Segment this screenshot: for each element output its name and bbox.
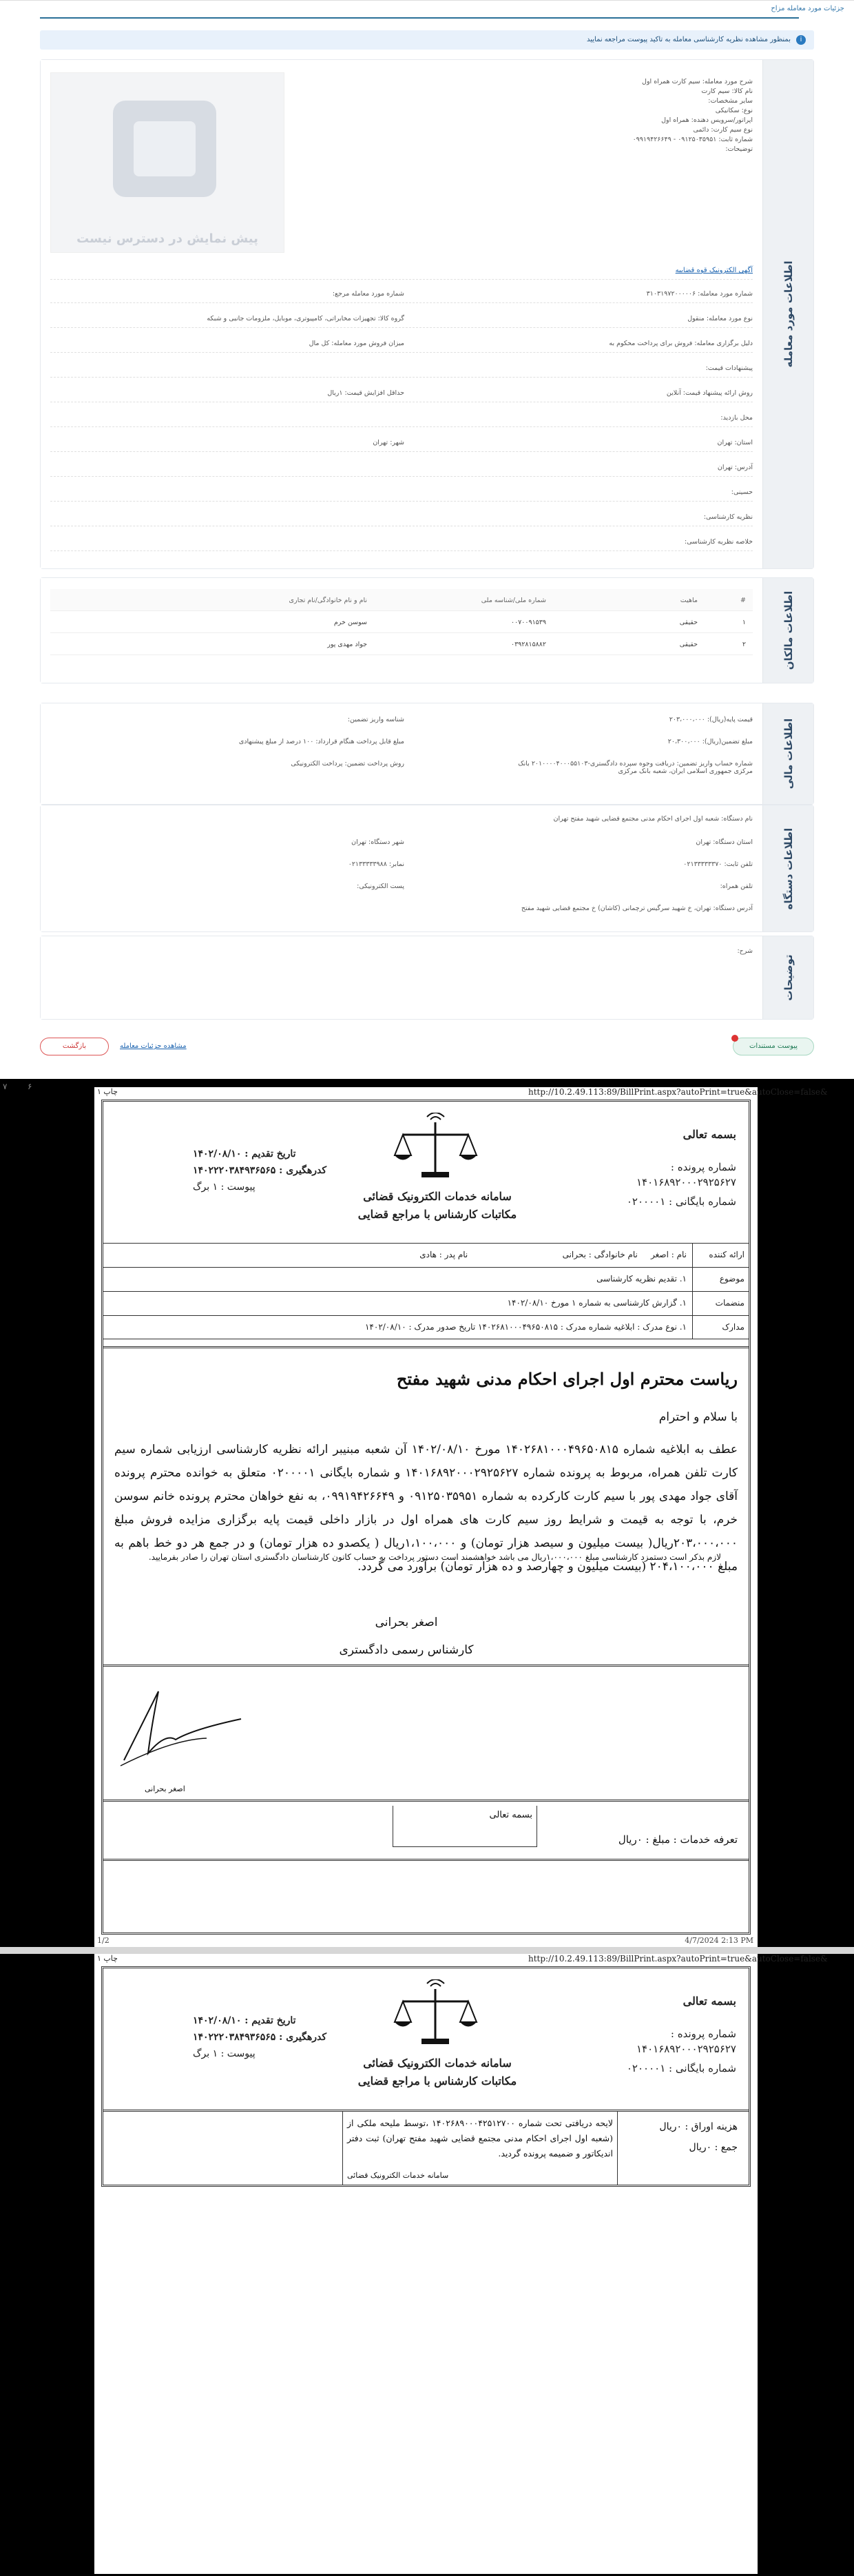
no-preview-caption: پیش نمایش در دسترس نیست — [76, 231, 258, 246]
fee-stamp-box — [393, 1806, 537, 1847]
notes-side-label: توضیحات — [782, 954, 795, 1001]
table-row — [50, 633, 753, 655]
guarantee-deposit-id: شناسه واریز تضمین: — [347, 716, 404, 723]
receipt-stamp — [342, 2112, 618, 2185]
owners-side-label: اطلاعات مالکان — [782, 590, 795, 670]
letter-fee-note: لازم بذکر است دستمزد کارشناسی مبلغ ۱،۰۰۰،۰۰۰ریال می باشد خواهشمند است دستور پرداخت به حساب کانون کارشناسان دادگستری استان تهران را صادر بفرمایید. — [148, 1552, 721, 1562]
documents-value: ۱. نوع مدرک : ابلاغیه شماره مدرک : ۱۴۰۲۶۸۱۰۰۰۴۹۶۵۰۸۱۵ تاریخ صدور مدرک : ۱۴۰۲/۰۸/۱۰ — [364, 1322, 687, 1332]
top-bar — [0, 0, 854, 15]
justice-scale-icon — [393, 1979, 479, 2048]
owners-section — [40, 577, 814, 683]
owners-side — [762, 578, 813, 683]
deal-detail-right: حسینی: — [731, 488, 753, 496]
deal-detail-right: شماره مورد معامله: ۳۱۰۳۱۹۷۲۰۰۰۰۰۶ — [646, 290, 753, 298]
divider — [50, 501, 753, 502]
signature-caption: اصغر بحرانی — [145, 1784, 185, 1793]
submitter-value: نام : اصغر نام خانوادگی : بحرانی نام پدر : هادی — [419, 1250, 687, 1259]
agency-address: آدرس دستگاه: تهران، خ شهید سرگیس ترچمانی (کاشان) خ مجتمع قضایی شهید مفتح — [521, 905, 753, 912]
annexes-value: ۱. گزارش کارشناسی به شماره ۱ مورخ ۱۴۰۲/۰۸/۱۰ — [507, 1298, 687, 1308]
deal-top-detail: اپراتور/سرویس دهنده: همراه اول — [661, 116, 753, 124]
agency-mobile: تلفن همراه: — [720, 883, 753, 890]
side-marker: ۷ — [3, 1082, 8, 1091]
deal-top-detail: توضیحات: — [725, 145, 753, 153]
case-number-label: شماره پرونده : — [670, 2028, 736, 2040]
annexes-row — [103, 1291, 749, 1315]
deal-detail-left: حداقل افزایش قیمت: ۱ریال — [327, 389, 404, 397]
documents-label: مدارک — [692, 1316, 749, 1339]
print-frame — [101, 1100, 751, 1935]
letter-main-text: عطف به ابلاغیه شماره ۱۴۰۲۶۸۱۰۰۰۴۹۶۵۰۸۱۵ مورخ ۱۴۰۲/۰۸/۱۰ آن شعبه مبنیبر ارائه نظریه کارشناسی ارزیابی شماره سیم کارت تلفن همراه، مربوط به پرونده شماره ۱۴۰۱۶۸۹۲۰۰۰۲۹۲۵۶۲۷ و شماره بایگانی ۰۲۰۰۰۰۱ متعلق به خوانده محترم پرونده آقای جواد مهدی پور با سیم کارت کارکرده به شماره ۰۹۱۲۵۰۳۵۹۵۱ و ۰۹۹۱۹۴۲۶۶۴۹، به نفع خواهان محترم پرونده خانم سوسن خرم، با توجه به قیمت و شرایط روز سیم کارت های همراه اول در بازار داخلی قیمت پایه برگزاری مزایده فروش مبلغ ۲۰۳،۰۰۰،۰۰۰ریال( بیست میلیون و سیصد هزار تومان) و ۱،۱۰۰،۰۰۰ریال ( یکصدو ده هزار تومان) و در جمع هر دو خط باهم به مبلغ ۲۰۴،۱۰۰،۰۰۰ (بیست میلیون و چهارصد و ده هزار تومان) برآورد می گردد. — [114, 1443, 738, 1574]
row-type: حقیقی — [679, 619, 698, 626]
notes-body — [41, 936, 762, 1019]
col-national-id: شماره ملی/شناسه ملی — [481, 597, 546, 604]
finance-side — [762, 703, 813, 804]
contract-payable: مبلغ قابل پرداخت هنگام قرارداد: ۱۰۰ درصد از مبلغ پیشنهادی — [238, 738, 404, 745]
deal-detail-right: استان: تهران — [717, 439, 753, 446]
table-row — [50, 611, 753, 633]
signer-name: اصغر بحرانی — [375, 1616, 438, 1629]
receipt-box — [103, 2110, 749, 2185]
deal-detail-right: دلیل برگزاری معامله: فروش برای پرداخت محکوم به — [609, 340, 753, 347]
org-name-2: مکاتبات کارشناس با مراجع قضایی — [357, 1208, 517, 1221]
deal-info-side-label: اطلاعات مورد معامله — [782, 260, 795, 368]
deal-info-section — [40, 59, 814, 569]
deal-info-body — [41, 60, 762, 568]
deal-top-detail: سایر مشخصات: — [708, 97, 753, 105]
annexes-label: منضمات — [692, 1292, 749, 1315]
judiciary-logo-icon — [113, 101, 216, 197]
agency-email: پست الکترونیکی: — [357, 883, 404, 890]
paper-cost: هزینه اوراق : ۰ریال — [659, 2121, 738, 2132]
row-national-id: ۰۰۷۰۰۹۱۵۳۹ — [510, 619, 546, 626]
owners-table — [50, 589, 753, 655]
agency-side — [762, 805, 813, 931]
row-type: حقیقی — [679, 641, 698, 648]
image-preview — [50, 72, 284, 253]
agency-section — [40, 805, 814, 932]
row-name: جواد مهدی پور — [327, 641, 367, 648]
row-national-id: ۰۳۹۲۸۱۵۸۸۲ — [510, 641, 546, 648]
print-preview — [0, 1079, 854, 2576]
org-name-2: مکاتبات کارشناس با مراجع قضایی — [357, 2074, 517, 2088]
total-cost: جمع : ۰ریال — [689, 2142, 738, 2153]
notes-side — [762, 936, 813, 1019]
info-alert — [40, 30, 814, 50]
documents-row — [103, 1315, 749, 1339]
print-label: چاپ ۱ — [97, 1087, 118, 1096]
agency-phone: تلفن ثابت: ۰۲۱۳۳۳۳۳۳۷۰ — [683, 861, 753, 868]
divider — [50, 377, 753, 378]
bismillah-small: بسمه تعالی — [489, 1810, 532, 1820]
bismillah: بسمه تعالی — [683, 1128, 736, 1141]
letter-header — [103, 1968, 749, 2110]
subject-row — [103, 1267, 749, 1291]
deal-detail-right: خلاصه نظریه کارشناسی: — [685, 538, 753, 546]
divider — [50, 550, 753, 551]
case-number: ۱۴۰۱۶۸۹۲۰۰۰۲۹۲۵۶۲۷ — [636, 2043, 736, 2055]
print-page-1 — [94, 1087, 828, 1947]
fee-label: تعرفه خدمات : مبلغ : ۰ریال — [618, 1833, 738, 1846]
back-button[interactable]: بازگشت — [40, 1038, 109, 1055]
side-marker: ۶ — [28, 1082, 32, 1091]
signature-image — [110, 1678, 248, 1781]
agency-fax: نمابر: ۰۲۱۳۳۳۳۳۹۸۸ — [348, 861, 404, 868]
tracking-code: کدرهگیری : ۱۴۰۲۲۲۰۳۸۴۹۳۶۵۶۵ — [193, 1165, 327, 1176]
deal-top-detail: شماره ثابت: ۰۹۱۲۵۰۳۵۹۵۱ - ۰۹۹۱۹۴۲۶۶۴۹ — [632, 136, 753, 143]
web-page — [0, 0, 854, 1079]
print-frame — [101, 1966, 751, 2187]
deal-top-detail: شرح مورد معامله: سیم کارت همراه اول — [642, 78, 753, 85]
archive-number: شماره بایگانی : ۰۲۰۰۰۰۱ — [626, 1195, 736, 1208]
print-timestamp: 4/7/2024 2:13 PM — [685, 1936, 753, 1945]
agency-side-label: اطلاعات دستگاه — [782, 827, 795, 909]
divider — [50, 451, 753, 452]
deal-details-link[interactable]: مشاهده جزئیات معامله — [120, 1042, 187, 1050]
divider — [50, 426, 753, 427]
info-icon: i — [796, 35, 806, 45]
attachments-button[interactable]: پیوست مستندات — [733, 1038, 814, 1055]
col-type: ماهیت — [680, 597, 698, 604]
deal-detail-right: نوع مورد معامله: منقول — [687, 315, 753, 322]
title-underline — [40, 17, 799, 19]
deal-detail-left: میزان فروش مورد معامله: کل مال — [309, 340, 404, 347]
guarantee-amount: مبلغ تضمین(ریال): ۲۰،۳۰۰،۰۰۰ — [667, 738, 753, 745]
letter-header — [103, 1102, 749, 1243]
divider — [50, 476, 753, 477]
finance-side-label: اطلاعات مالی — [782, 718, 795, 790]
signature-box — [103, 1671, 749, 1802]
submit-date: تاریخ تقدیم : ۱۴۰۲/۰۸/۱۰ — [193, 1148, 296, 1160]
notes-label: شرح: — [737, 947, 753, 955]
deal-detail-right: محل بازدید: — [720, 414, 753, 422]
notes-section — [40, 936, 814, 1020]
deal-detail-right: نظریه کارشناسی: — [703, 513, 753, 521]
attachments-badge — [731, 1035, 738, 1042]
deal-detail-left: شماره مورد معامله مرجع: — [332, 290, 404, 298]
print-label: چاپ ۱ — [97, 1954, 118, 1963]
row-name: سوسن خرم — [333, 619, 367, 626]
deal-top-detail: نوع: سکانیکی — [715, 107, 753, 114]
row-index: ۱ — [742, 619, 746, 626]
agency-body — [41, 805, 762, 931]
deal-detail-right: روش ارائه پیشنهاد قیمت: آنلاین — [666, 389, 753, 397]
divider — [50, 327, 753, 328]
letter-body — [103, 1346, 749, 1667]
info-alert-text: بمنظور مشاهده نظریه کارشناسی معامله به تاکید پیوست مراجعه نمایید — [586, 36, 791, 43]
org-name-1: سامانه خدمات الکترونیک قضائی — [363, 2057, 512, 2070]
deal-detail-right: پیشنهادات قیمت: — [705, 364, 753, 372]
finance-body — [41, 703, 762, 804]
base-price: قیمت پایه(ریال): ۲۰۳،۰۰۰،۰۰۰ — [669, 716, 753, 723]
divider — [50, 352, 753, 353]
deal-detail-right: آدرس: تهران — [717, 464, 753, 471]
tracking-code: کدرهگیری : ۱۴۰۲۲۲۰۳۸۴۹۳۶۵۶۵ — [193, 2032, 327, 2043]
case-number: ۱۴۰۱۶۸۹۲۰۰۰۲۹۲۵۶۲۷ — [636, 1176, 736, 1188]
print-page-2 — [94, 1954, 828, 2574]
attachment-count: پیوست : ۱ برگ — [193, 2048, 256, 2059]
col-index: # — [740, 597, 746, 604]
fee-box — [103, 1806, 749, 1861]
page-separator — [0, 1947, 854, 1954]
case-number-label: شماره پرونده : — [670, 1161, 736, 1173]
receipt-text: لایحه دریافتی تحت شماره ۱۴۰۲۶۸۹۰۰۰۴۲۵۱۲۷۰۰ ،توسط ملیحه ملکی از (شعبه اول اجرای احکام مدنی مجتمع قضایی شهید مفتح تهران) ثبت دفتر اندیکاتور و ضمیمه پرونده گردید. — [347, 2118, 614, 2158]
letter-recipient: ریاست محترم اول اجرای احکام مدنی شهید مفتح — [396, 1369, 738, 1389]
receipt-sign: سامانه خدمات الکترونیک قضائی — [347, 2171, 449, 2180]
divider — [50, 279, 753, 280]
divider — [50, 302, 753, 303]
col-name: نام و نام خانوادگی/نام تجاری — [289, 597, 367, 604]
submitter-label: ارائه کننده — [692, 1244, 749, 1267]
submitter-row — [103, 1243, 749, 1267]
print-url: http://10.2.49.113:89/BillPrint.aspx?autoPrint=true&autoClose=false& — [528, 1087, 828, 1097]
subject-value: ۱. تقدیم نظریه کارشناسی — [596, 1274, 687, 1284]
deal-detail-left: شهر: تهران — [373, 439, 404, 446]
deal-detail-left: گروه کالا: تجهیزات مخابراتی، کامپیوتری، موبایل، ملزومات جانبی و شبکه — [207, 315, 404, 322]
agency-name: نام دستگاه: شعبه اول اجرای احکام مدنی مجتمع قضایی شهید مفتح تهران — [553, 815, 753, 823]
agency-city: شهر دستگاه: تهران — [351, 838, 404, 846]
deal-top-detail: نوع سیم کارت: دائمی — [693, 126, 753, 134]
deal-info-side — [762, 60, 813, 568]
letter-greeting: با سلام و احترام — [658, 1410, 738, 1424]
deal-top-detail: نام کالا: سیم کارت — [701, 87, 753, 95]
attachment-count: پیوست : ۱ برگ — [193, 1182, 256, 1193]
submit-date: تاریخ تقدیم : ۱۴۰۲/۰۸/۱۰ — [193, 2015, 296, 2026]
row-index: ۲ — [742, 641, 746, 648]
page-counter: 1/2 — [97, 1936, 110, 1945]
justice-scale-icon — [393, 1113, 479, 1182]
page-title: جزئیات مورد معامله مزاح — [771, 5, 844, 12]
print-url: http://10.2.49.113:89/BillPrint.aspx?autoPrint=true&autoClose=false& — [528, 1954, 828, 1964]
owners-table-header — [50, 589, 753, 611]
owners-body — [41, 578, 762, 683]
org-name-1: سامانه خدمات الکترونیک قضائی — [363, 1190, 512, 1203]
judiciary-ad-link[interactable]: آگهی الکترونیک قوه قضاییه — [675, 267, 753, 274]
bismillah: بسمه تعالی — [683, 1995, 736, 2008]
guarantee-payment-method: روش پرداخت تضمین: پرداخت الکترونیکی — [291, 760, 404, 767]
subject-label: موضوع — [692, 1268, 749, 1291]
archive-number: شماره بایگانی : ۰۲۰۰۰۰۱ — [626, 2062, 736, 2074]
agency-province: استان دستگاه: تهران — [696, 838, 753, 846]
signer-title: کارشناس رسمی دادگستری — [339, 1643, 474, 1657]
finance-section — [40, 703, 814, 805]
guarantee-account: شماره حساب واریز تضمین: دریافت وجوه سپرده دادگستری-۲۰۱۰۰۰۰۴۰۰۰۵۵۱۰۳ بانک مرکزی جمهوری اسلامی ایران، شعبه بانک مرکزی — [518, 760, 753, 775]
